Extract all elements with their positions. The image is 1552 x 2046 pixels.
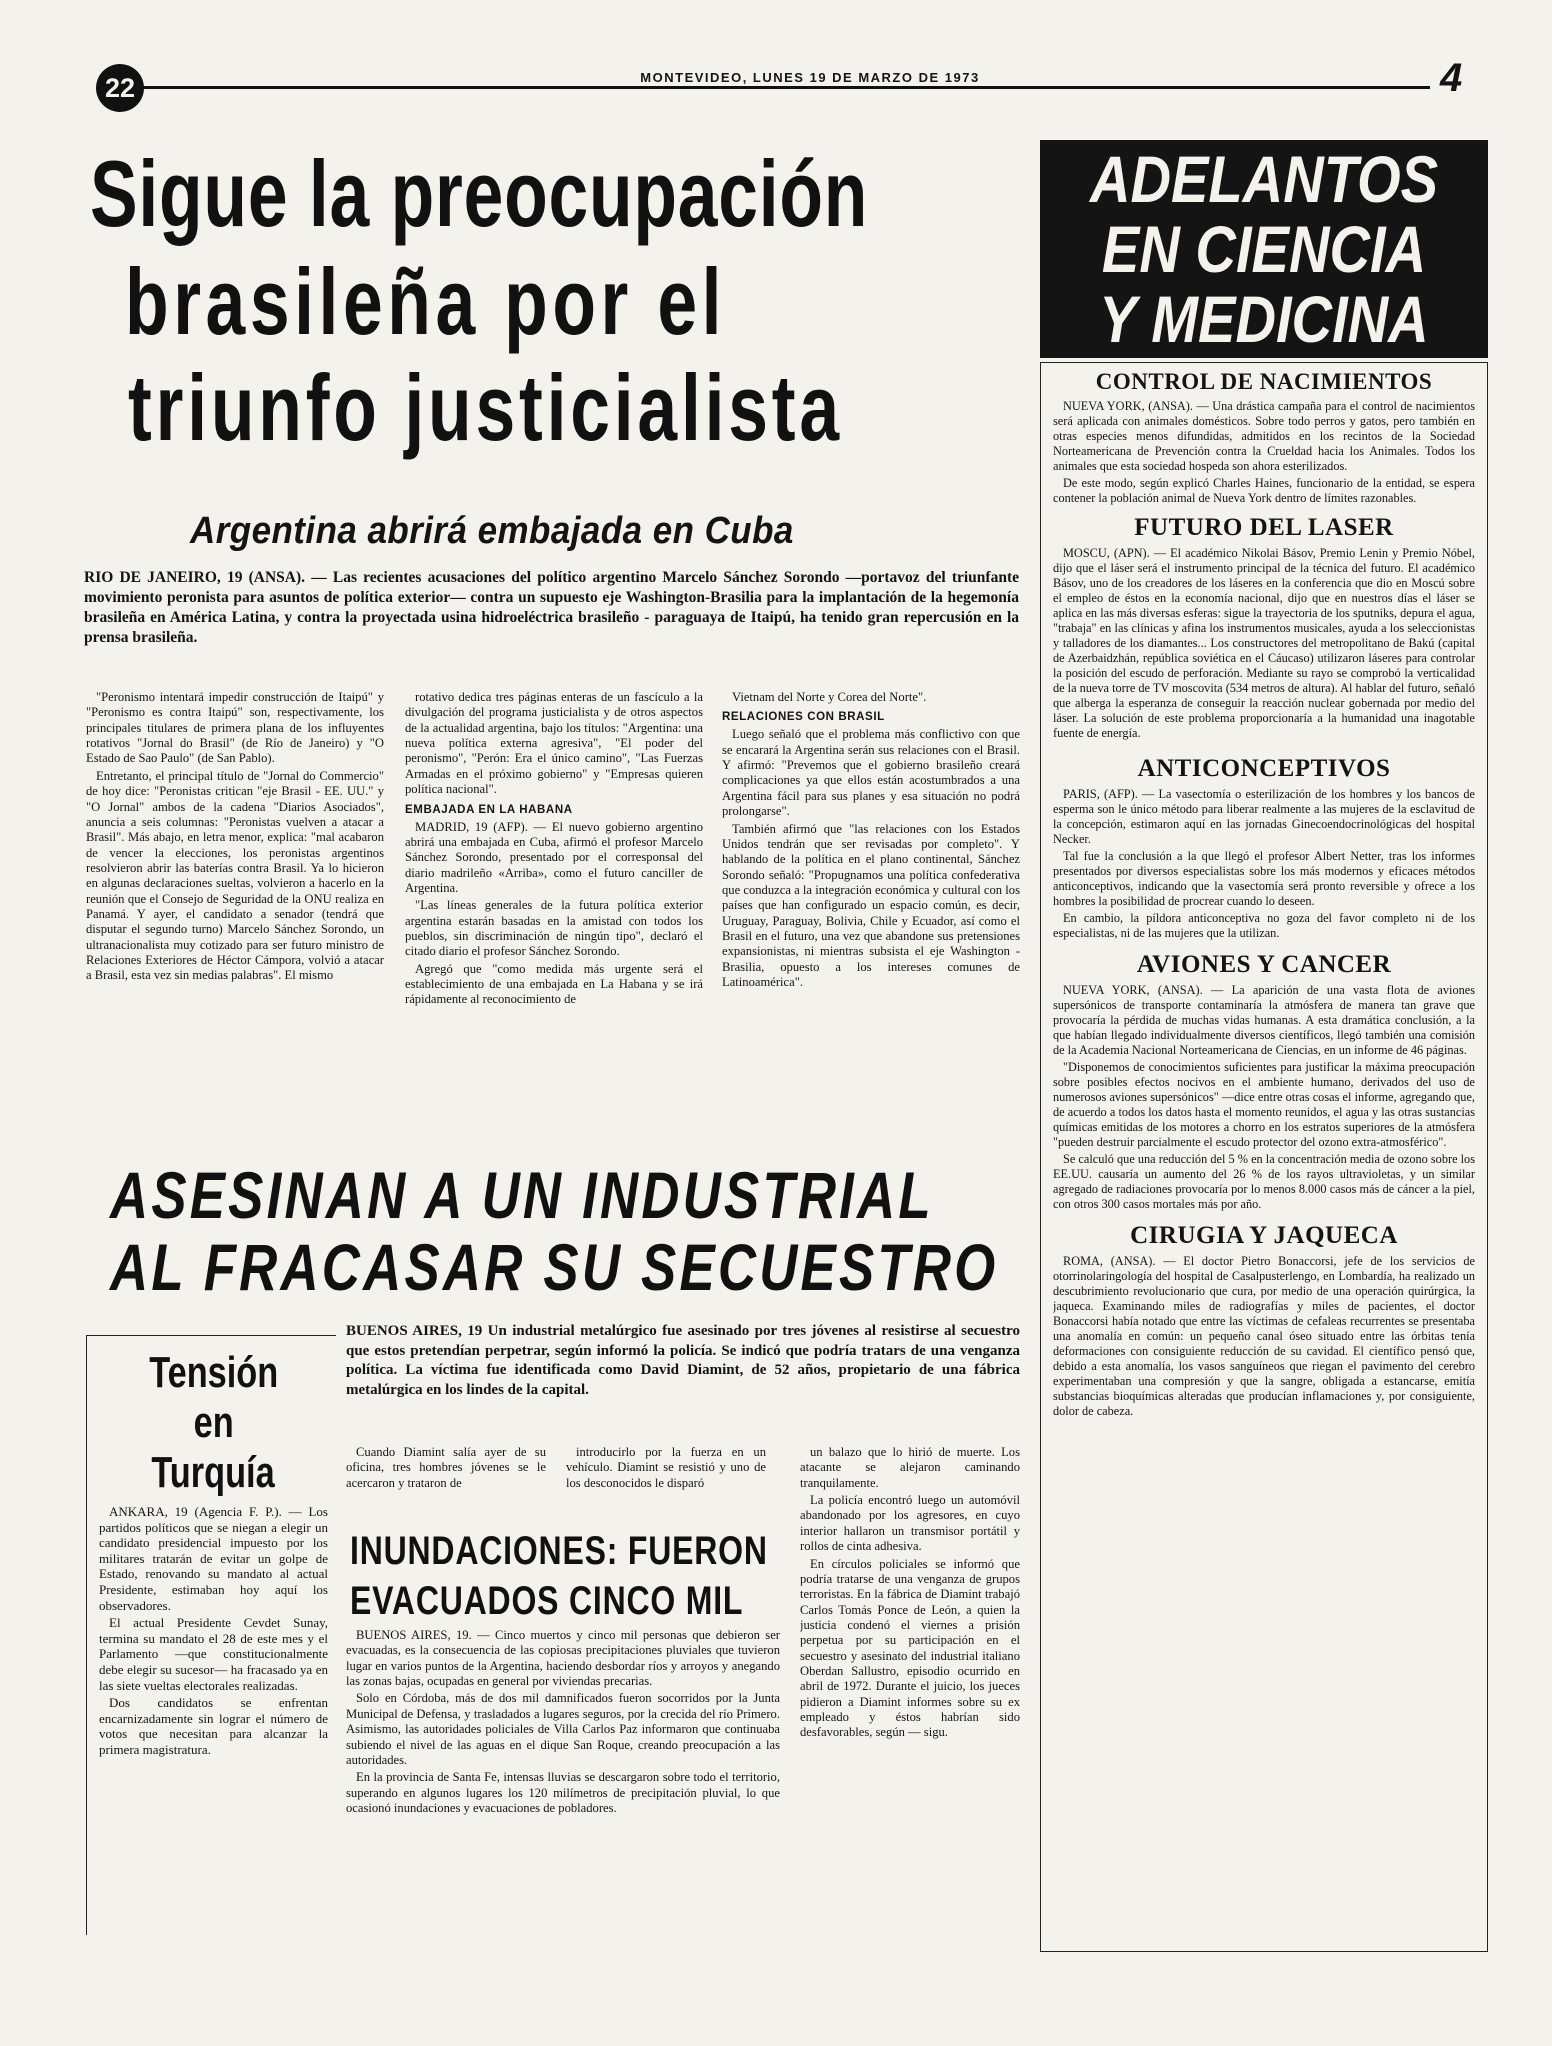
industrial-c3-p2: La policía encontró luego un automóvil abandonado por los agresores, en cuyo interior hallaron un transmisor portátil y rollos de cinta adhesiva. (800, 1493, 1020, 1554)
industrial-lead: BUENOS AIRES, 19 Un industrial metalúrgico fue asesinado por tres jóvenes al resistirse al secuestro que estos pretendían perpetrar, según informó la policía. Se indicó que podría tratars de una venganza política. La víctima fue identificada como David Diamint, de 52 años, propietario de una fábrica metalúrgica en los lindes de la capital. (346, 1323, 1020, 1398)
inundaciones-headline (350, 1528, 790, 1624)
page-number-badge (96, 64, 144, 112)
science-title-cirugia: CIRUGIA Y JAQUECA (1130, 1222, 1398, 1249)
inundaciones-body (346, 1628, 780, 1948)
science-banner-line2: EN CIENCIA (1101, 212, 1427, 286)
main-col3-p3: También afirmó que "las relaciones con los Estados Unidos tendrán que ser revisadas por completo". Y hablando de la política en el plano continental, Sánchez Sorondo señaló: "Propugnamos una política confederativa que conduzca a la integración económica y cultural con los países que han configurado un espacio común, es decir, Uruguay, Paraguay, Bolivia, Chile y Ecuador, así como el Brasil en el futuro, una vez que abandone sus pretensiones expansionistas, ni mientras subsista el eje Washington - Brasilia, opuesto a los intereses comunes de Latinoamérica". (722, 821, 1020, 990)
science-banner-line1: ADELANTOS (1089, 142, 1439, 216)
masthead-rule (140, 86, 1430, 89)
industrial-headline (110, 1160, 1030, 1302)
science-title-laser: FUTURO DEL LASER (1134, 514, 1394, 541)
science-title-aviones: AVIONES Y CANCER (1136, 951, 1392, 978)
inundaciones-p3: En la provincia de Santa Fe, intensas lluvias se descargaron sobre todo el territorio, superando en algunos lugares los 120 milímetros de precipitación pluvial, lo que ocasionó inundaciones y evacuaciones de pobladores. (346, 1770, 780, 1815)
main-col1-p2: Entretanto, el principal título de "Jornal do Commercio" de hoy dice: "Peronistas critican "eje Brasil - EE. UU." y "O Jornal" ambos de la cadena "Diarios Asociados", anuncia a seis columnas: "Peronistas vuelven a atacar a Brasil". Más abajo, en letra menor, explica: "mal acabaron de vencer la elecciones, los peronistas argentinos resolvieron abrir las baterías contra Brasil. Ya lo hicieron en algunas declaraciones sueltas, volvieron a hacerlo en la reunión que el Consejo de Seguridad de la ONU realiza en Panamá. Y ayer, el candidato a senador (tendrá que disputar el segundo turno) Marcelo Sánchez Sorondo, un ultranacionalista muy cotizado para ser futuro ministro de Relaciones Exteriores de Héctor Cámpora, volvió a atacar a Brasil, esta vez sin medias palabras". El mismo (86, 768, 384, 983)
science-s3-p3: En cambio, la píldora anticonceptiva no goza del favor completo ni de los especialistas, ni de las mujeres que la utilizan. (1053, 911, 1475, 940)
science-s4-p3: Se calculó que una reducción del 5 % en la concentración media de ozono sobre los EE.UU. causaría un aumento del 26 % de los rayos ultravioletas, y un similar agregado de radiaciones provocaría por lo menos 8.000 casos más de cáncer a la piel, con otros 300 casos mortales más por año. (1053, 1152, 1475, 1211)
main-col2-p1: rotativo dedica tres páginas enteras de un fascículo a la divulgación del programa justicialista y de otros aspectos de la actualidad argentina, bajo los títulos: "Argentina: una nueva política externa agresiva", "El poder del peronismo", "Perón: Era el único camino", "Las Fuerzas Armadas en el próximo gobierno" y "Empresas quieren política nacional". (405, 690, 703, 797)
main-headline-line3: triunfo justicialista (128, 355, 843, 460)
science-title-nacimientos: CONTROL DE NACIMIENTOS (1095, 369, 1433, 394)
science-s4-p2: "Disponemos de conocimientos suficientes para justificar la máxima preocupación sobre posibles efectos nocivos en el ambiente humano, derivados del uso de numerosos aviones supersónicos" —dice entre otras cosas el informe, agregando que, de acuerdo a todos los datos hasta el momento reunidos, el agua y las otras sustancias químicas emitidas de los motores a chorro en los estratos superiores de la atmósfera "pueden destruir parcialmente el escudo protector del ozono extra-atmosférico". (1053, 1060, 1475, 1149)
turquia-box (86, 1335, 336, 1935)
inundaciones-p2: Solo en Córdoba, más de dos mil damnificados fueron socorridos por la Junta Municipal de Defensa, y trasladados a lugares seguros, por la crecida del río Primero. Asimismo, las autoridades policiales de Villa Carlos Paz informaron que continuaba subiendo el nivel de las aguas en el dique San Roque, creando preocupación a las autoridades. (346, 1691, 780, 1767)
turquia-p3: Dos candidatos se enfrentan encarnizadamente sin lograr el número de votos que necesitan para alcanzar la primera magistratura. (99, 1695, 328, 1757)
science-s4-p1: NUEVA YORK, (ANSA). — La aparición de una vasta flota de aviones supersónicos de transporte contaminaría la atmósfera de manera tan grave que provocaría la pérdida de muchas vidas humanas. A esta dramática conclusión, a la que habían llegado individualmente diversos científicos, llegó también una comisión de la Academia Nacional Norteamericana de Ciencias, en un informe de 46 páginas. (1053, 983, 1475, 1057)
turquia-title-line1: Tensión (148, 1348, 279, 1397)
main-headline-line2: brasileña por el (125, 249, 727, 354)
main-col1-p1: "Peronismo intentará impedir construcción de Itaipú" y "Peronismo es contra Itaipú" son, respectivamente, los principales titulares de primera plana de los influyentes rotativos "Jornal do Brasil" (de Río de Janeiro) y "O Estado de Sao Paulo" (de San Pablo). (86, 690, 384, 766)
turquia-title-line2: en (193, 1398, 234, 1447)
inundaciones-p1: BUENOS AIRES, 19. — Cinco muertos y cinco mil personas que debieron ser evacuadas, es la consecuencia de las copiosas precipitaciones pluviales que tuvieron lugar en varios puntos de la Argentina, haciendo desbordar ríos y arroyos y anegando las zonas bajas, ocupadas en general por viviendas precarias. (346, 1628, 780, 1689)
inundaciones-headline-line2: EVACUADOS CINCO MIL (350, 1579, 744, 1623)
industrial-headline-line2: AL FRACASAR SU SECUESTRO (110, 1230, 999, 1304)
main-col3-p1: Vietnam del Norte y Corea del Norte". (732, 690, 927, 704)
turquia-p1: ANKARA, 19 (Agencia F. P.). — Los partidos políticos que se niegan a elegir un candidato presidencial impuesto por los militares tratarán de evitar un golpe de Estado, renovando su mandato al actual Presidente, estimaban hoy aquí los observadores. (99, 1504, 328, 1613)
industrial-c2: introducirlo por la fuerza en un vehículo. Diamint se resistió y uno de los desconocidos le disparó (566, 1445, 766, 1490)
science-s3-p2: Tal fue la conclusión a la que llegó el profesor Albert Netter, tras los informes presentados por diversos especialistas sobre los más modernos y eficaces métodos anticonceptivos, indicando que la vasectomía será pronto reversible y ofrece a los hombres la posibilidad de procrear cuando lo deseen. (1053, 849, 1475, 908)
science-title-anticonceptivos: ANTICONCEPTIVOS (1137, 755, 1391, 782)
masthead-dateline: MONTEVIDEO, LUNES 19 DE MARZO DE 1973 (560, 70, 1060, 85)
industrial-c3-p1: un balazo que lo hirió de muerte. Los atacante se alejaron caminando tranquilamente. (800, 1445, 1020, 1490)
science-s2-p1: MOSCU, (APN). — El académico Nikolai Básov, Premio Lenin y Premio Nóbel, dijo que el láser será el instrumento principal de la técnica del futuro. El académico Básov, uno de los creadores de los láseres en la conferencia que dio en Moscú sobre el empleo de éstos en la economía nacional, dijo que en nuestros días el láser se aplica en las más diversas esferas: sigue la trayectoria de los sputniks, depura el agua, "trabaja" en las clínicas y afina los instrumentos musicales, ayuda a los seleccionistas y talladores de los diamantes... Los constructores del metropolitano de Bakú (capital de Azerbaidzhán, república soviética en el Cáucaso) utilizaron láseres para controlar la posición del escudo de perforación. Mediante su rayo se comprobó la verticalidad de la nueva torre de TV moscovita (534 metros de altura). Al hablar del futuro, señaló que alberga la esperanza de conseguir la reacción nuclear gobernada por medio del láser. La solución de este problema proporcionaría a la humanidad una inagotable fuente de energía. (1053, 546, 1475, 740)
industrial-col-2 (566, 1445, 766, 1515)
turquia-title-line3: Turquía (151, 1448, 276, 1497)
subhead-relaciones: RELACIONES CON BRASIL (722, 711, 885, 724)
turquia-p2: El actual Presidente Cevdet Sunay, termina su mandato el 28 de este mes y el Parlamento —que constitucionalmente debe elegir su sucesor— ha fracasado ya en las siete vueltas electorales realizadas. (99, 1615, 328, 1693)
corner-mark: 4 (1440, 56, 1463, 100)
subhead-embajada: EMBAJADA EN LA HABANA (405, 803, 573, 816)
industrial-col-1 (346, 1445, 546, 1515)
science-s3-p1: PARIS, (AFP). — La vasectomía o esterilización de los hombres y los bancos de esperma son le único método para liberar realmente a las mujeres de la esclavitud de la concepción, estimaron aquí en las jornadas Ginecoendocrinológicas del hospital Necker. (1053, 787, 1475, 846)
main-col2-p2: MADRID, 19 (AFP). — El nuevo gobierno argentino abrirá una embajada en Cuba, afirmó el profesor Marcelo Sánchez Sorondo, presentado por el corresponsal del diario madrileño «Arriba», como el futuro canciller de Argentina. (405, 819, 703, 895)
industrial-c1: Cuando Diamint salía ayer de su oficina, tres hombres jóvenes se le acercaron y trataron de (346, 1445, 546, 1490)
science-banner-line3: Y MEDICINA (1099, 282, 1429, 356)
science-s1-p2: De este modo, según explicó Charles Haines, funcionario de la entidad, se espera contener la población animal de Nueva York dentro de límites razonables. (1053, 476, 1475, 505)
science-banner (1040, 140, 1488, 358)
main-col2-p4: Agregó que "como medida más urgente será el establecimiento de una embajada en La Habana y se irá rápidamente al reconocimiento de (405, 961, 703, 1007)
inundaciones-headline-line1: INUNDACIONES: FUERON (350, 1529, 768, 1573)
main-headline (90, 141, 1030, 460)
industrial-col-3 (800, 1445, 1020, 1945)
science-s5-p1: ROMA, (ANSA). — El doctor Pietro Bonaccorsi, jefe de los servicios de otorrinolaringología del hospital de Casalpusterlengo, en Lombardía, ha realizado un descubrimiento revolucionario que cura, por medio de una operación quirúrgica, la jaqueca. Examinando miles de radiografías y miles de pacientes, el doctor Bonaccorsi había notado que entre las víctimas de cefaleas recurrentes se presentaba una anomalía en común: un pequeño canal óseo situado entre las órbitas tenía deformaciones con consiguiente reducción de su cavidad. El científico pensó que, debido a esta anomalía, los vasos sanguíneos que riegan el pavimento del cerebro experimentaban una compresión y que la sangre, obligada a estancarse, emitía substancias bioquímicas alteradas que producían inflamaciones y, por consiguiente, dolor de cabeza. (1053, 1254, 1475, 1418)
main-col-2 (405, 690, 703, 1160)
main-col-3 (722, 690, 1020, 1160)
industrial-headline-line1: ASESINAN A UN INDUSTRIAL (110, 1158, 934, 1232)
main-col2-p3: "Las líneas generales de la futura política exterior argentina estarán basadas en la amistad con todos los pueblos, sin discriminación de ningún tipo", declaró el citado diario el profesor Sánchez Sorondo. (405, 898, 703, 959)
main-col-1 (86, 690, 384, 1160)
main-lead: RIO DE JANEIRO, 19 (ANSA). — Las recientes acusaciones del político argentino Marcelo Sánchez Sorondo —portavoz del triunfante movimiento peronista para asuntos de política exterior— contra un supuesto eje Washington-Brasilia para la implantación de la hegemonía brasileña en América Latina, y contra la proyectada usina hidroeléctrica brasileño - paraguaya de Itaipú, ha tenido gran repercusión en la prensa brasileña. (84, 569, 1019, 647)
main-col3-p2: Luego señaló que el problema más conflictivo con que se encarará la Argentina serán sus relaciones con el Brasil. Y afirmó: "Prevemos que el gobierno brasileño creará complicaciones ya que ellos están acostumbrados a una Argentina fácil para sus planes y esa situación no podrá prolongarse". (722, 727, 1020, 819)
page-number: 22 (104, 73, 136, 103)
science-s1-p1: NUEVA YORK, (ANSA). — Una drástica campaña para el control de nacimientos será aplicada con animales domésticos. Sobre todo perros y gatos, pero también en otras especies menos difundidas, admitidos en los recintos de la Sociedad Norteamericana de Prevención contra la Crueldad hacia los Animales. Todos los animales que esta sociedad hospeda son ahora esterilizados. (1053, 399, 1475, 473)
main-headline-line1: Sigue la preocupación (90, 141, 869, 246)
industrial-c3-p3: En círculos policiales se informó que podría tratarse de una venganza de grupos terroristas. En la fábrica de Diamint trabajó Carlos Tomás Ponce de León, a quien la justicia condenó el viernes a prisión perpetua por su participación en el secuestro y asesinato del industrial italiano Oberdan Sallustro, episodio ocurrido en abril de 1972. Durante el juicio, los jueces pidieron a Diamint informes sobre su ex empleado y éstos habrían sido desfavorables, según — sigu. (800, 1556, 1020, 1740)
science-column (1040, 362, 1488, 1952)
main-subheadline: Argentina abrirá embajada en Cuba (190, 510, 794, 552)
